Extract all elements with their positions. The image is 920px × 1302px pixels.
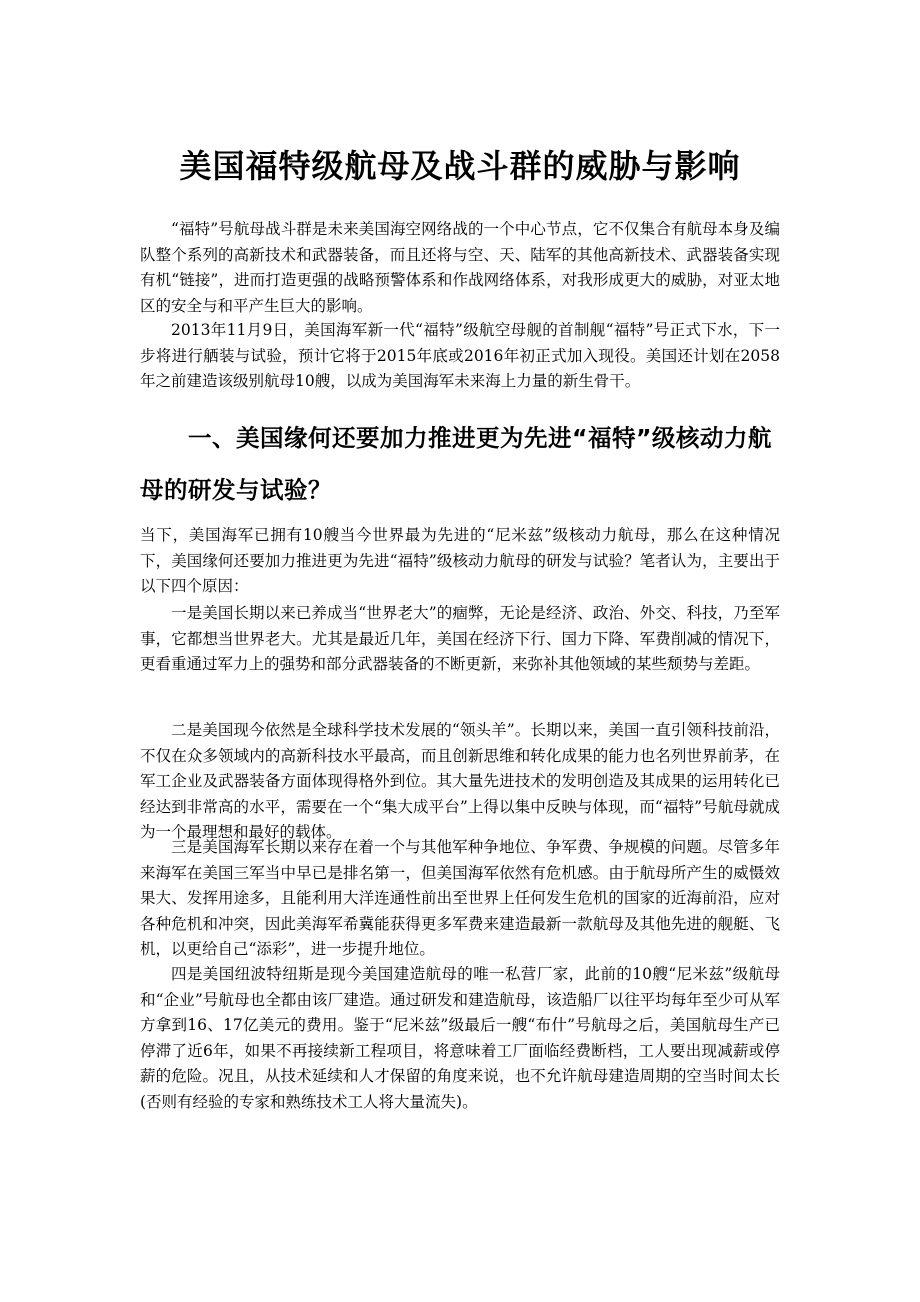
intro-paragraph-1: “福特”号航母战斗群是未来美国海空网络战的一个中心节点，它不仅集合有航母本身及编队整个系列的高新技术和武器装备，而且还将与空、天、陆军的其他高新技术、武器装备实现有机“链接”，进而打造更强的战略预警体系和作战网络体系，对我形成更大的威胁，对亚太地区的安全与和平产生巨大的影响。 <box>140 220 780 315</box>
reason-paragraph-1: 一是美国长期以来已养成当“世界老大”的痼弊，无论是经济、政治、外交、科技，乃至军事，它都想当世界老大。尤其是最近几年，美国在经济下行、国力下降、军费削减的情况下，更看重通过军力上的强势和部分武器装备的不断更新，来弥补其他领域的某些颓势与差距。 <box>140 604 780 673</box>
intro-paragraph-2: 2013年11月9日，美国海军新一代“福特”级航空母舰的首制舰“福特”号正式下水，下一步将进行舾装与试验，预计它将于2015年底或2016年初正式加入现役。美国还计划在2058年之前建造该级别航母10艘，以成为美国海军未来海上力量的新生骨干。 <box>140 321 780 390</box>
reason-paragraph-3: 三是美国海军长期以来存在着一个与其他军种争地位、争军费、争规模的问题。尽管多年来海军在美国三军当中早已是排名第一，但美国海军依然有危机感。由于航母所产生的威慑效果大、发挥用途多，且能利用大洋连通性前出至世界上任何发生危机的国家的近海前沿，应对各种危机和冲突，因此美海军希冀能获得更多军费来建造最新一款航母及其他先进的舰艇、飞机，以更给自己“添彩”，进一步提升地位。 <box>140 838 780 958</box>
section-lead-paragraph: 当下，美国海军已拥有10艘当今世界最为先进的“尼米兹”级核动力航母，那么在这种情况下，美国缘何还要加力推进更为先进“福特”级核动力航母的研发与试验？笔者认为，主要出于以下四个原因： <box>140 526 780 595</box>
reason-paragraph-4: 四是美国纽波特纽斯是现今美国建造航母的唯一私营厂家，此前的10艘“尼米兹”级航母和“企业”号航母也全都由该厂建造。通过研发和建造航母，该造船厂以往平均每年至少可从军方拿到16、17亿美元的费用。鉴于“尼米兹”级最后一艘“布什”号航母之后，美国航母生产已停滞了近6年，如果不再接续新工程项目，将意味着工厂面临经费断档，工人要出现减薪或停薪的危险。况且，从技术延续和人才保留的角度来说，也不允许航母建造周期的空当时间太长(否则有经验的专家和熟练技术工人将大量流失)。 <box>140 965 780 1111</box>
section-heading: 一、美国缘何还要加力推进更为先进“福特”级核动力航母的研发与试验？ <box>140 424 772 504</box>
document-title: 美国福特级航母及战斗群的威胁与影响 <box>179 147 741 185</box>
reason-paragraph-2: 二是美国现今依然是全球科学技术发展的“领头羊”。长期以来，美国一直引领科技前沿，不仅在众多领域内的高新科技水平最高，而且创新思维和转化成果的能力也名列世界前茅，在军工企业及武器装备方面体现得格外到位。其大量先进技术的发明创造及其成果的运用转化已经达到非常高的水平，需要在一个“集大成平台”上得以集中反映与体现，而“福特”号航母就成为一个最理想和最好的载体。 <box>140 721 780 841</box>
